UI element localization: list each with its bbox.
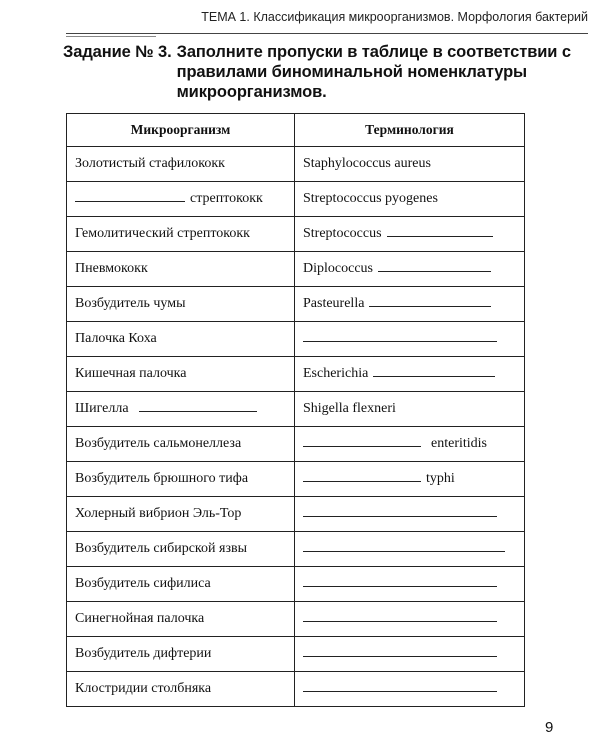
- organism-name: Возбудитель сальмонеллеза: [75, 436, 242, 451]
- term-cell: [295, 532, 525, 567]
- task-heading: [63, 42, 593, 102]
- organism-name: Кишечная палочка: [75, 366, 187, 381]
- organism-name: Шигелла: [75, 401, 129, 416]
- organism-name: Палочка Коха: [75, 331, 157, 346]
- table-row: [67, 672, 525, 707]
- organism-name: Гемолитический стрептококк: [75, 226, 250, 241]
- table-header-row: [67, 114, 525, 147]
- organism-cell: [67, 672, 295, 707]
- table-row: [67, 147, 525, 182]
- fill-in-blank[interactable]: [303, 515, 497, 517]
- term-cell: [295, 357, 525, 392]
- fill-in-blank[interactable]: [139, 410, 257, 412]
- header-rule-short: [66, 36, 156, 37]
- term-cell: [295, 462, 525, 497]
- organism-name: Возбудитель брюшного тифа: [75, 471, 249, 486]
- page-number: 9: [545, 719, 554, 736]
- term-text: Escherichia: [303, 366, 369, 381]
- organism-name: Возбудитель сибирской язвы: [75, 541, 247, 556]
- organism-cell: [67, 602, 295, 637]
- term-cell: [295, 672, 525, 707]
- organism-cell: [67, 357, 295, 392]
- organism-cell: [67, 252, 295, 287]
- fill-in-blank[interactable]: [303, 340, 497, 342]
- term-text: Diplococcus: [303, 261, 373, 276]
- fill-in-blank[interactable]: [303, 480, 421, 482]
- organism-name: стрептококк: [190, 191, 263, 206]
- table-row: [67, 497, 525, 532]
- term-cell: [295, 252, 525, 287]
- term-cell: [295, 637, 525, 672]
- task-text: Заполните пропуски в таблице в соответствии с правилами биноминальной номенклатуры микроорганизмов.: [176, 43, 571, 101]
- table-row: [67, 182, 525, 217]
- term-text: Streptococcus pyogenes: [303, 191, 438, 206]
- table-row: [67, 567, 525, 602]
- header-rule: [66, 33, 588, 34]
- table-row: [67, 462, 525, 497]
- organism-name: Синегнойная палочка: [75, 611, 205, 626]
- table-row: [67, 392, 525, 427]
- term-text: typhi: [426, 471, 455, 486]
- organism-name: Возбудитель сифилиса: [75, 576, 211, 591]
- organism-cell: [67, 567, 295, 602]
- term-cell: [295, 567, 525, 602]
- fill-in-blank[interactable]: [387, 235, 493, 237]
- running-title: ТЕМА 1. Классификация микроорганизмов. Морфология бактерий: [201, 10, 588, 24]
- organism-cell: [67, 217, 295, 252]
- organism-cell: [67, 322, 295, 357]
- organism-cell: [67, 532, 295, 567]
- fill-in-blank[interactable]: [378, 270, 491, 272]
- organism-cell: [67, 497, 295, 532]
- fill-in-blank[interactable]: [75, 200, 185, 202]
- organism-name: Пневмококк: [75, 261, 148, 276]
- term-cell: [295, 182, 525, 217]
- organism-cell: [67, 287, 295, 322]
- organism-name: Клостридии столбняка: [75, 681, 212, 696]
- organism-cell: [67, 427, 295, 462]
- table-row: [67, 427, 525, 462]
- fill-in-blank[interactable]: [303, 655, 497, 657]
- column-header-organism: Микроорганизм: [67, 114, 295, 147]
- organism-name: Возбудитель чумы: [75, 296, 186, 311]
- table-row: [67, 252, 525, 287]
- table-row: [67, 217, 525, 252]
- organism-name: Золотистый стафилококк: [75, 156, 225, 171]
- organism-cell: [67, 182, 295, 217]
- table-row: [67, 532, 525, 567]
- term-text: Pasteurella: [303, 296, 365, 311]
- organism-cell: [67, 462, 295, 497]
- table-row: [67, 357, 525, 392]
- term-cell: [295, 497, 525, 532]
- organism-name: Холерный вибрион Эль-Тор: [75, 506, 242, 521]
- term-cell: [295, 427, 525, 462]
- term-text: Shigella flexneri: [303, 401, 396, 416]
- organism-cell: [67, 637, 295, 672]
- fill-in-blank[interactable]: [303, 550, 505, 552]
- fill-in-blank[interactable]: [303, 690, 497, 692]
- organism-cell: [67, 147, 295, 182]
- term-text: Staphylococcus aureus: [303, 156, 431, 171]
- term-cell: [295, 287, 525, 322]
- term-cell: [295, 392, 525, 427]
- fill-in-blank[interactable]: [369, 305, 491, 307]
- fill-in-blank[interactable]: [303, 585, 497, 587]
- fill-in-blank[interactable]: [373, 375, 495, 377]
- nomenclature-table: [66, 113, 525, 707]
- term-text: Streptococcus: [303, 226, 382, 241]
- term-cell: [295, 602, 525, 637]
- table-row: [67, 287, 525, 322]
- table-row: [67, 637, 525, 672]
- term-cell: [295, 322, 525, 357]
- organism-cell: [67, 392, 295, 427]
- table-row: [67, 322, 525, 357]
- table-row: [67, 602, 525, 637]
- fill-in-blank[interactable]: [303, 620, 497, 622]
- term-cell: [295, 217, 525, 252]
- task-label: Задание № 3.: [63, 43, 172, 61]
- organism-name: Возбудитель дифтерии: [75, 646, 212, 661]
- term-text: enteritidis: [431, 436, 487, 451]
- column-header-terminology: Терминология: [295, 114, 525, 147]
- fill-in-blank[interactable]: [303, 445, 421, 447]
- term-cell: [295, 147, 525, 182]
